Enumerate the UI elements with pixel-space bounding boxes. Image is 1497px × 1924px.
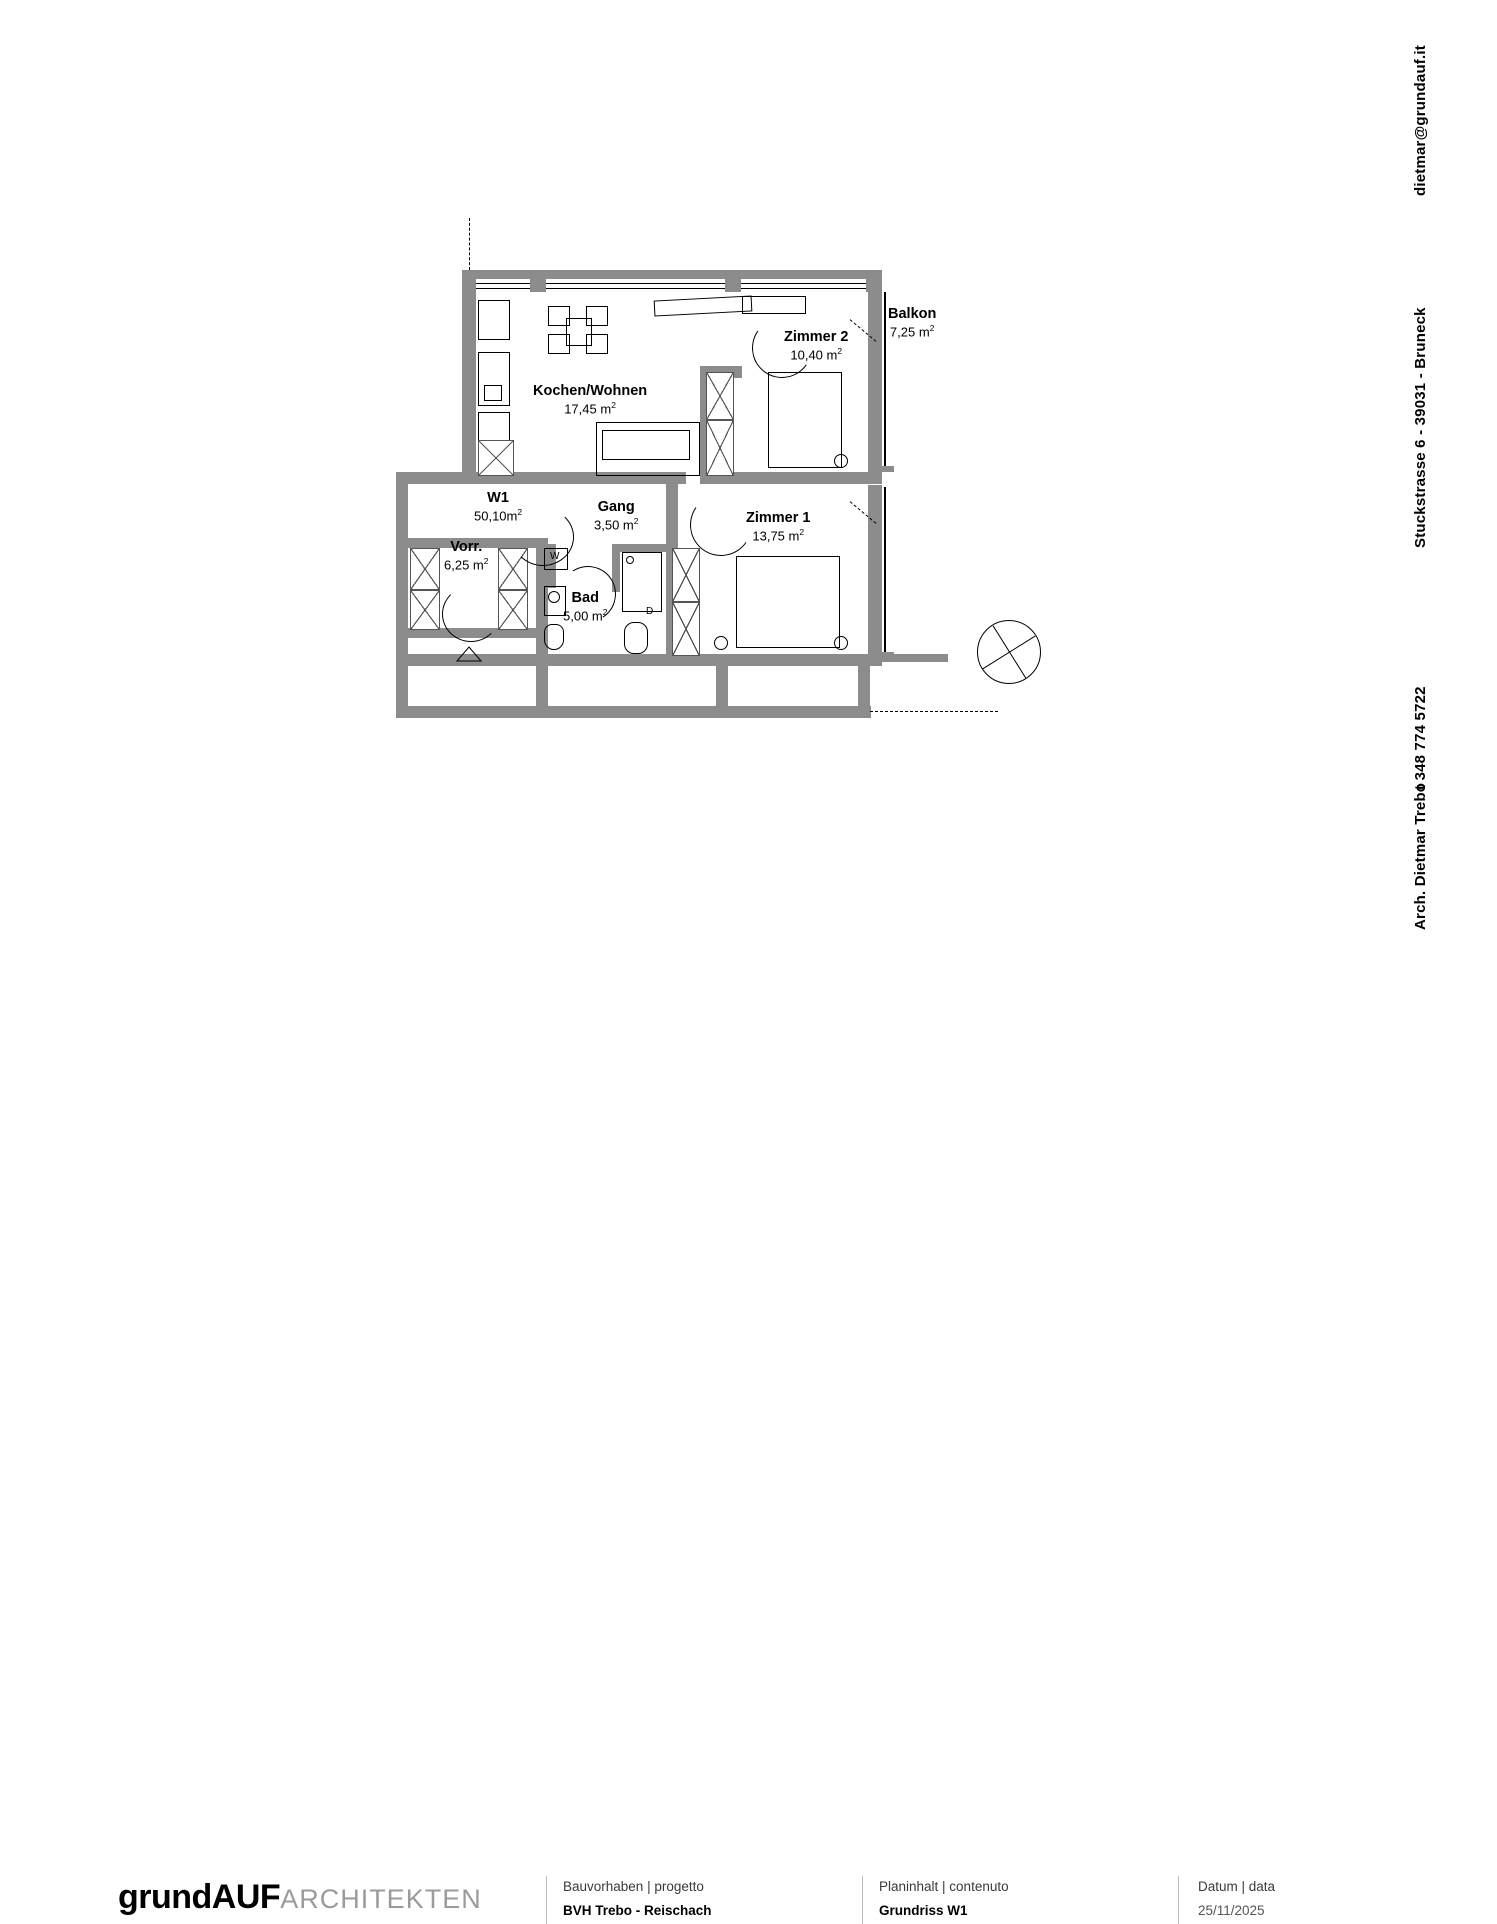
room-label-zimmer1: Zimmer 1 13,75 $m^2$ [746,510,811,544]
footer-divider-3 [1178,1876,1179,1924]
bed-zimmer1 [736,556,840,648]
wall-left-upper [462,270,476,482]
dining-table [566,318,592,346]
dryer-label: D [646,606,654,617]
closet-vorr-d [498,590,528,630]
wall-right-lower [868,485,882,660]
unit-label: W1 $50,10m^2$ [474,490,523,524]
nightstand-z2 [834,454,848,468]
room-label-gang: Gang 3,50 $m^2$ [594,499,639,533]
triangle-marker-box [456,646,482,662]
kitchen-sink [484,385,502,401]
footer-col-content: Planinhalt | contenuto Grundriss W1 [879,1879,1009,1918]
toilet [544,624,564,650]
balcony-end-upper [880,466,894,472]
balcony-rail-lower [884,487,886,657]
kitchen-unit-3 [478,412,510,442]
footer-col-project: Bauvorhaben | progetto BVH Trebo - Reischach [563,1879,712,1918]
contact-email: dietmar@grundauf.it [1412,45,1429,196]
wall-pier-1 [530,270,546,292]
north-compass-icon [977,620,1041,684]
window-line-c [741,283,866,284]
logo: grundAUFARCHITEKTEN [118,1878,482,1916]
floor-plan [0,0,1100,900]
closet-zimmer1-b [672,602,700,656]
door-arc-vorr [442,586,500,642]
room-label-bad: Bad 5,00 $m^2$ [563,590,608,624]
title-block [0,938,1497,1918]
contact-address: Stuckstrasse 6 - 39031 - Bruneck [1412,307,1429,548]
contact-phone: t 348 774 5722 [1412,686,1429,790]
wall-bottom-rib3 [858,666,870,718]
closet-vorr-b [410,590,440,630]
wall-shower-top [612,544,666,552]
wall-gang-right-a [666,484,678,544]
sideboard [654,295,753,316]
room-label-balkon: Balkon 7,25 $m^2$ [888,306,937,340]
closet-zimmer1-a [672,548,700,602]
washer-label: W [550,551,560,562]
room-label-kochen: Kochen/Wohnen 17,45 $m^2$ [533,383,648,417]
footer-col-date: Datum | data 25/11/2025 [1198,1879,1276,1918]
nightstand-z1-a [714,636,728,650]
window-line-b2 [546,288,725,289]
wall-bottom-stub [870,654,948,662]
wall-pier-2 [725,270,741,292]
shelf [742,296,806,314]
closet-zimmer2-b [706,420,734,476]
nightstand-z1-b [834,636,848,650]
window-line-c2 [741,288,866,289]
wall-mid-left [396,472,556,484]
balcony-rail-upper [884,292,886,470]
dash-bottom-right [870,711,998,712]
wall-bottom-rib2 [716,666,728,718]
wall-bottom-rib1 [536,666,548,718]
footer-divider-2 [862,1876,863,1924]
bidet [624,622,648,654]
window-line-b [546,283,725,284]
sofa-cushion [602,430,690,460]
shower-drain [626,556,634,564]
room-label-vorr: Vorr. 6,25 $m^2$ [444,539,489,573]
wall-left-lower [396,472,408,718]
contact-name: Arch. Dietmar Trebo [1412,782,1429,930]
wall-bottom-outer [396,706,871,718]
closet-zimmer2 [706,372,734,420]
wall-right-top [868,270,882,292]
closet-kitchen [478,440,514,476]
footer-divider-1 [546,1876,547,1924]
closet-vorr-a [410,548,440,590]
room-label-zimmer2: Zimmer 2 10,40 $m^2$ [784,329,849,363]
sink-basin [548,591,560,603]
wall-top [462,270,882,279]
window-line-a2 [476,288,530,289]
section-line-top [469,218,470,270]
bed-zimmer2 [768,372,842,468]
window-line-a [476,283,530,284]
wall-right-upper [868,292,882,482]
kitchen-unit-1 [478,300,510,340]
